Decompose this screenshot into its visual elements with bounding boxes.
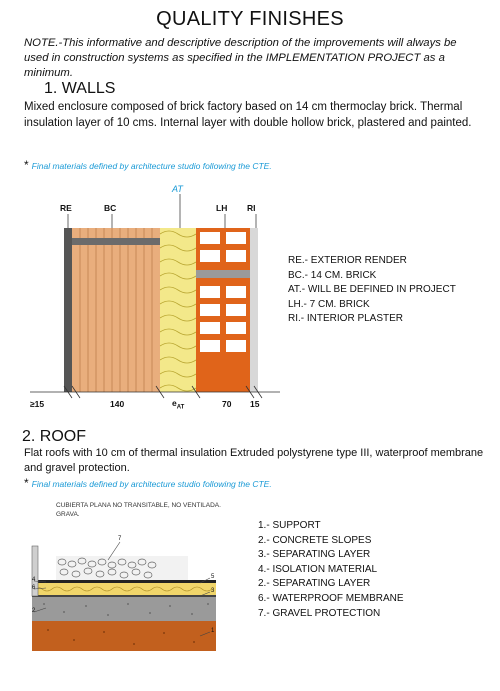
walls-legend-item: BC.- 14 CM. BRICK xyxy=(288,269,377,281)
roof-heading: 2. ROOF xyxy=(22,428,87,445)
roof-final-note xyxy=(24,474,272,492)
walls-final-note xyxy=(24,156,272,174)
wall-dim-insulation xyxy=(172,398,184,411)
roof-legend-item: 4.- ISOLATION MATERIAL xyxy=(258,563,378,575)
walls-legend-item: RI.- INTERIOR PLASTER xyxy=(288,313,404,325)
roof-callout-4: 4 xyxy=(32,577,36,583)
walls-legend-item: RE.- EXTERIOR RENDER xyxy=(288,255,407,266)
roof-callout-7: 7 xyxy=(118,536,122,542)
roof-callout-5: 5 xyxy=(211,574,215,580)
asterisk-icon: * xyxy=(24,158,29,172)
roof-legend xyxy=(258,519,404,621)
roof-callout-6: 6 xyxy=(32,585,36,591)
roof-callout-3: 3 xyxy=(211,588,215,594)
wall-dim-hollow-brick: 70 xyxy=(222,399,232,409)
roof-legend-item: 2.- SEPARATING LAYER xyxy=(258,578,371,590)
roof-legend-item: 6.- WATERPROOF MEMBRANE xyxy=(258,592,404,604)
walls-legend xyxy=(288,254,456,327)
roof-caption xyxy=(56,501,221,519)
walls-description: Mixed enclosure composed of brick factory based on 14 cm thermoclay brick. Thermal insulation layer of 10 cms. Internal layer with double hollow brick, plastered and painted. xyxy=(24,101,472,129)
roof-legend-item: 1.- SUPPORT xyxy=(258,520,321,531)
roof-callout-2: 2 xyxy=(32,608,36,614)
wall-label-at: AT xyxy=(172,184,183,194)
walls-final-note-text: Final materials defined by architecture studio following the CTE. xyxy=(31,161,272,171)
roof-callout-1: 1 xyxy=(211,628,215,634)
roof-legend-item: 3.- SEPARATING LAYER xyxy=(258,549,371,561)
wall-dim-plaster: 15 xyxy=(250,399,260,409)
roof-final-note-text: Final materials defined by architecture studio following the CTE. xyxy=(31,479,272,489)
note-text: NOTE.-This informative and descriptive description of the improvements will always be used in construction systems as specified in the IMPLEMENTATION PROJECT as a minimum. xyxy=(24,37,457,79)
roof-section-diagram xyxy=(24,520,224,680)
wall-label-re: RE xyxy=(60,203,72,213)
wall-dim-brick: 140 xyxy=(110,399,125,409)
wall-dim-insulation-symbol: e xyxy=(172,398,177,408)
wall-dim-insulation-subscript: AT xyxy=(176,404,185,411)
wall-dim-render: ≥15 xyxy=(30,399,45,409)
roof-legend-item: 7.- GRAVEL PROTECTION xyxy=(258,607,381,619)
roof-caption-line: CUBIERTA PLANA NO TRANSITABLE, NO VENTILADA. xyxy=(56,502,221,509)
roof-caption-line: GRAVA. xyxy=(56,511,80,518)
walls-legend-item: LH.- 7 CM. BRICK xyxy=(288,298,370,310)
walls-legend-item: AT.- WILL BE DEFINED IN PROJECT xyxy=(288,284,456,296)
roof-legend-item: 2.- CONCRETE SLOPES xyxy=(258,534,372,546)
wall-label-ri: RI xyxy=(247,203,256,213)
wall-label-bc: BC xyxy=(104,203,117,213)
wall-label-lh: LH xyxy=(216,203,228,213)
roof-description: Flat roofs with 10 cm of thermal insulation Extruded polystyrene type III, waterproof membrane and gravel protection. xyxy=(24,447,484,474)
walls-heading: 1. WALLS xyxy=(44,80,116,97)
page-title: QUALITY FINISHES xyxy=(156,8,344,30)
wall-section-diagram xyxy=(30,190,280,420)
asterisk-icon: * xyxy=(24,476,29,490)
